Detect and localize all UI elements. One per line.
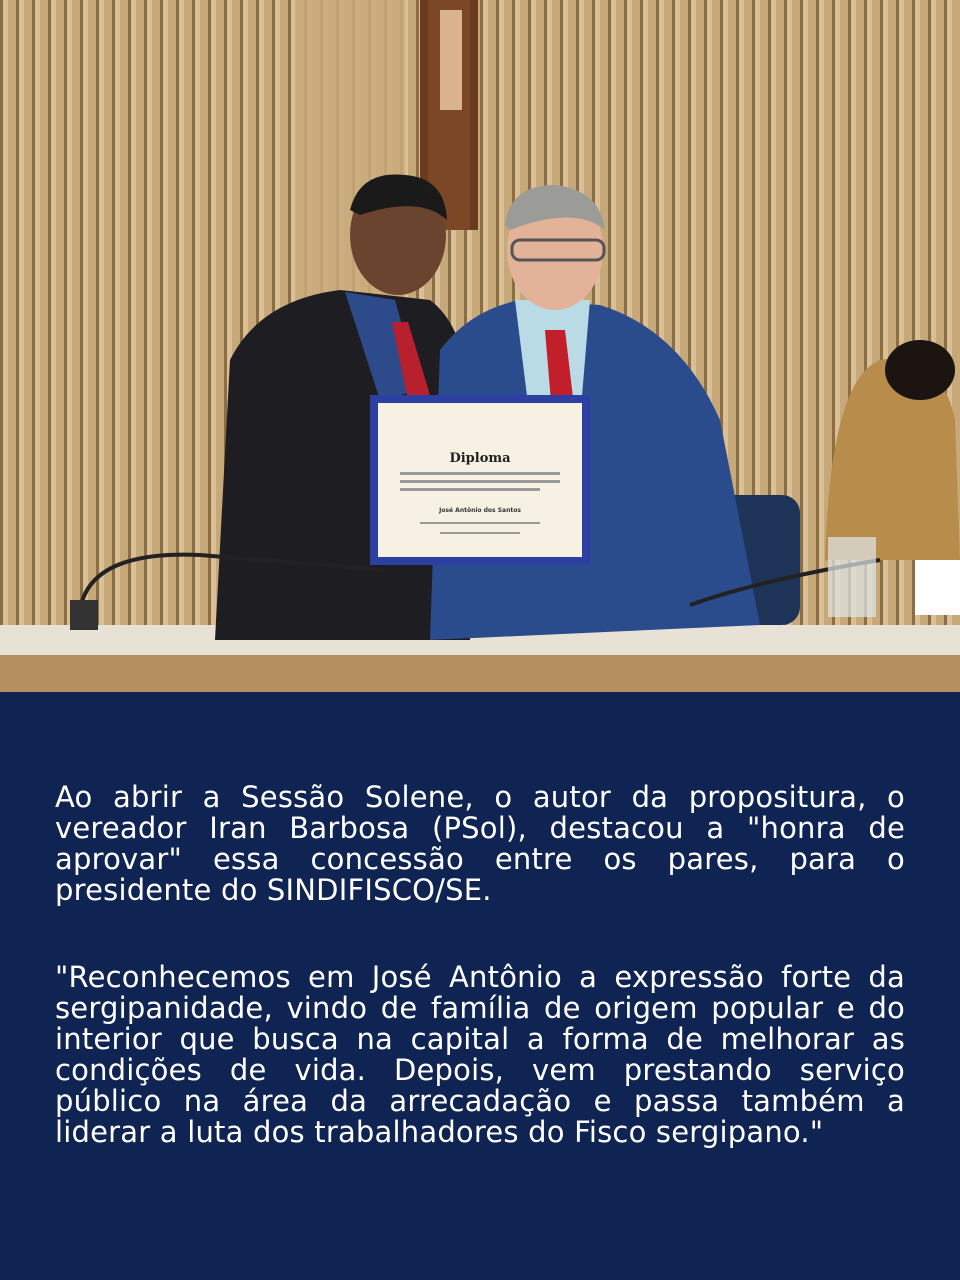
- desk-front: [0, 655, 960, 692]
- diploma-name: José Antônio dos Santos: [439, 507, 521, 514]
- diploma-frame: [370, 395, 590, 565]
- name-plate: [915, 560, 960, 615]
- article-paragraph-2: "Reconhecemos em José Antônio a expressão forte da sergipanidade, vindo de família de origem popular e do interior que busca na capital a forma de melhorar as condições de vida. Depois, vem prestando serviço público na área da arrecadação e passa também a liderar a luta dos trabalhadores do Fisco sergipano.": [55, 960, 905, 1149]
- article-paragraph-1: Ao abrir a Sessão Solene, o autor da propositura, o vereador Iran Barbosa (PSol), destacou a "honra de aprovar" essa concessão entre os pares, para o presidente do SINDIFISCO/SE.: [55, 780, 905, 907]
- water-glass: [828, 537, 876, 617]
- article-panel: [0, 692, 960, 1280]
- diploma-title: Diploma: [449, 451, 511, 466]
